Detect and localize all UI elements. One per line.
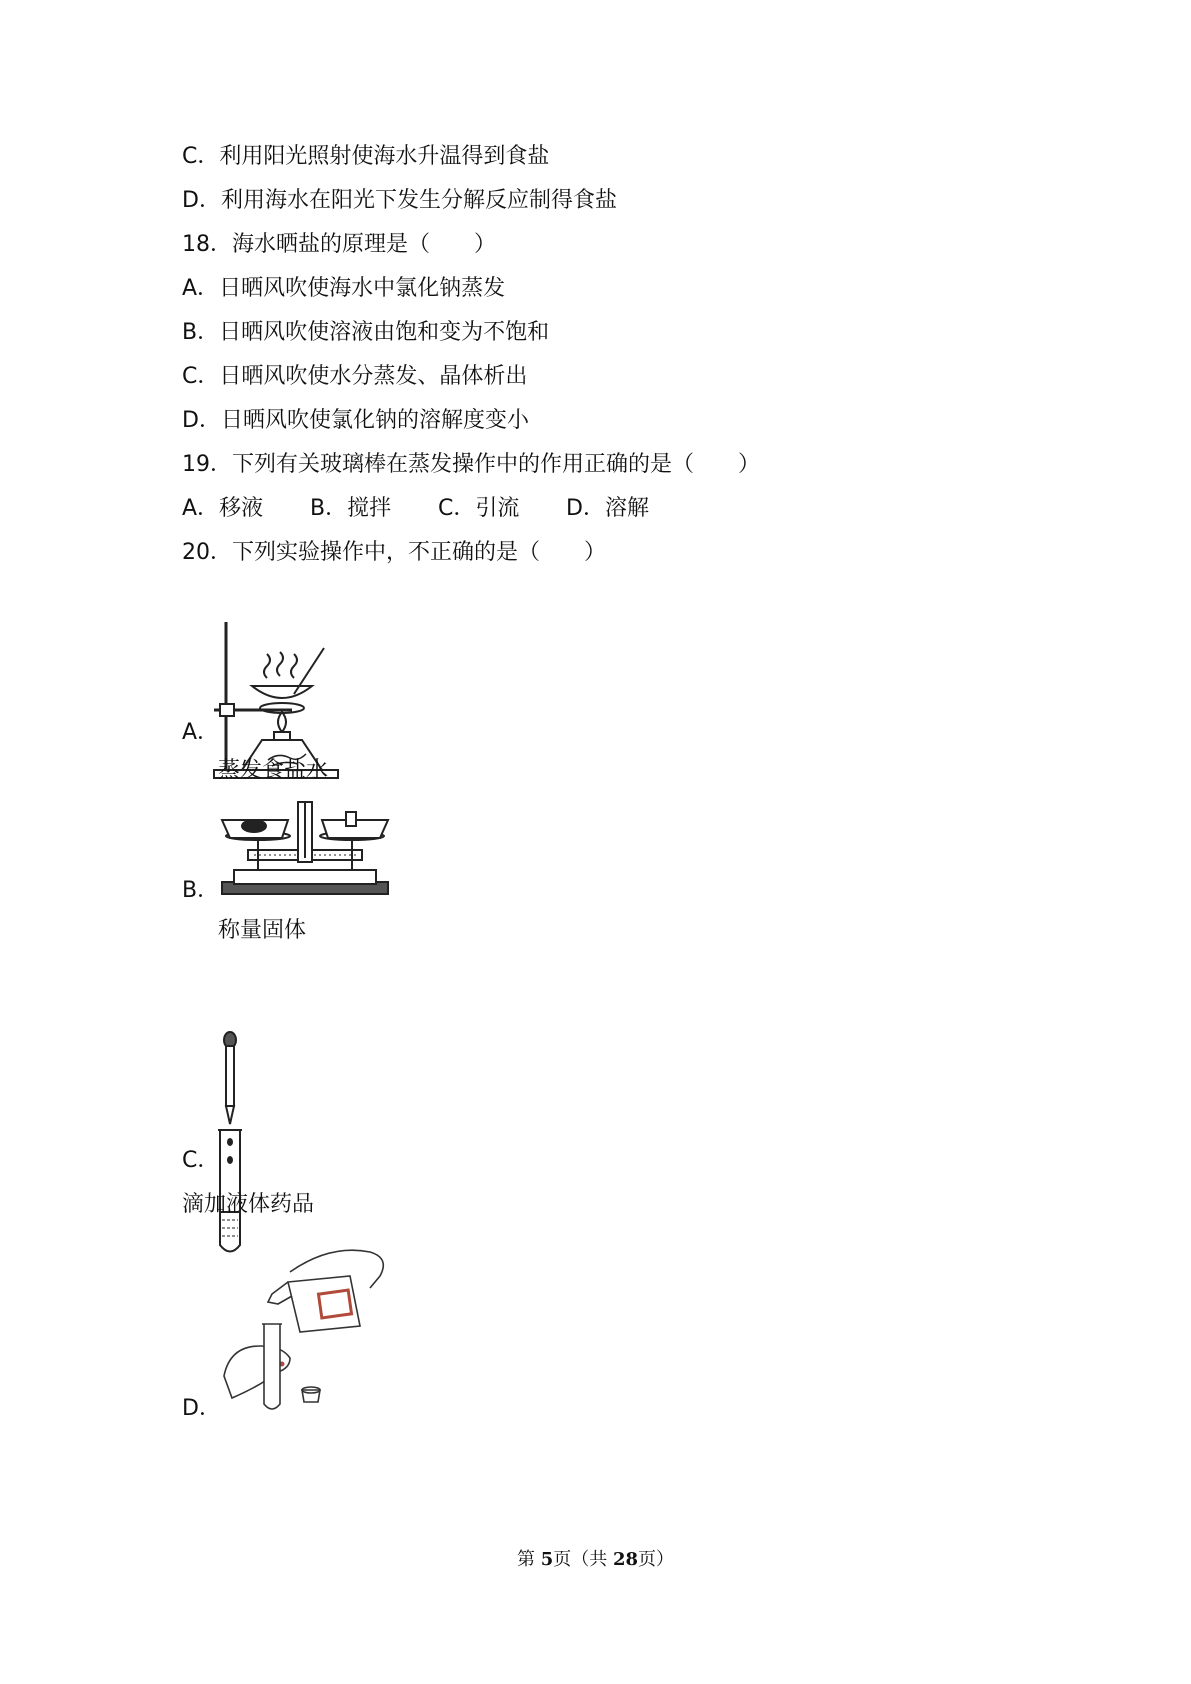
q18-option-a [182, 274, 505, 304]
footer-suffix: 页） [638, 1549, 675, 1570]
q17-option-c [182, 142, 549, 172]
option-label: C． [438, 496, 476, 521]
q19-option-b [310, 494, 438, 524]
footer-middle: 页（共 [553, 1549, 613, 1570]
option-label: B． [182, 320, 220, 345]
q20-option-b-label: B． [182, 878, 220, 903]
option-label: C． [182, 364, 220, 389]
q19-option-a [182, 494, 310, 524]
option-label: A． [182, 496, 220, 521]
option-label: D． [182, 188, 221, 213]
option-text: 日晒风吹使溶液由饱和变为不饱和 [219, 320, 550, 345]
q19-options [182, 494, 649, 524]
footer-prefix: 第 [516, 1549, 541, 1570]
balance-scale-icon [218, 798, 393, 898]
option-text: 日晒风吹使氯化钠的溶解度变小 [220, 408, 529, 433]
option-label: D． [182, 408, 221, 433]
option-text: 利用海水在阳光下发生分解反应制得食盐 [220, 188, 617, 213]
q19-stem: 19．下列有关玻璃棒在蒸发操作中的作用正确的是（ ） [182, 452, 760, 477]
footer-page-number: 5 [540, 1549, 554, 1570]
q20-option-b-caption: 称量固体 [218, 918, 307, 943]
option-text: 溶解 [604, 496, 649, 521]
option-text: 搅拌 [347, 496, 392, 521]
footer-total-pages: 28 [612, 1549, 639, 1570]
q20-stem: 20．下列实验操作中，不正确的是（ ） [182, 540, 606, 565]
q20-option-c-label: C． [182, 1148, 220, 1173]
q18-option-b [182, 318, 549, 348]
q20-option-c-caption: 滴加液体药品 [182, 1192, 315, 1217]
q18-option-d [182, 406, 529, 436]
q19-option-d [566, 494, 649, 524]
option-text: 日晒风吹使水分蒸发、晶体析出 [219, 364, 528, 389]
q17-option-d [182, 186, 617, 216]
balance-scale-figure [218, 798, 393, 898]
option-text: 移液 [219, 496, 264, 521]
pouring-liquid-icon [220, 1236, 400, 1416]
option-label: D． [566, 496, 605, 521]
dropper-test-tube-figure [215, 1030, 245, 1260]
page-footer [0, 1545, 1191, 1571]
option-label: A． [182, 276, 220, 301]
q20-option-d-label: D． [182, 1396, 221, 1421]
pouring-liquid-figure [220, 1236, 400, 1416]
q19-option-c [438, 494, 566, 524]
option-text: 利用阳光照射使海水升温得到食盐 [219, 144, 550, 169]
option-text: 日晒风吹使海水中氯化钠蒸发 [219, 276, 506, 301]
dropper-test-tube-icon [215, 1030, 245, 1260]
q20-option-a-label: A． [182, 720, 220, 745]
option-label: C． [182, 144, 220, 169]
option-label: B． [310, 496, 348, 521]
option-text: 引流 [475, 496, 520, 521]
q18-option-c [182, 362, 527, 392]
q20-option-a-caption: 蒸发食盐水 [218, 758, 329, 783]
q18-stem: 18．海水晒盐的原理是（ ） [182, 232, 496, 257]
